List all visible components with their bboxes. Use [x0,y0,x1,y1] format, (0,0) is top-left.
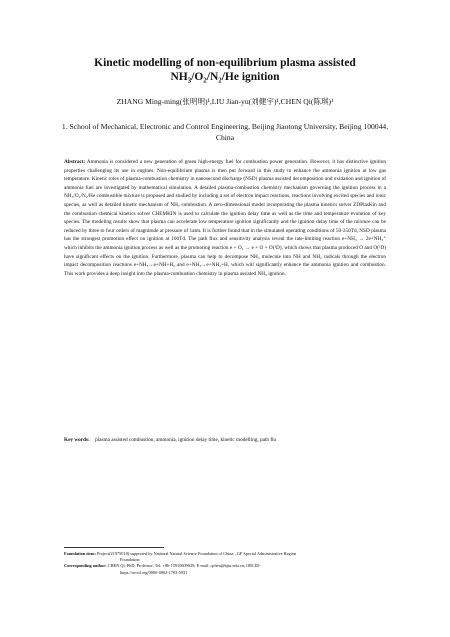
keywords-text: plasma assisted combustion, ammonia, ignition delay time, kinetic modelling, path flu [95,437,277,443]
abstract [64,158,386,278]
foundation-text: Project(21975018) supported by National Natural Science Foundation of China ; GF Special Administrative Region [96,551,297,556]
foundation-label: Foundation item: [64,551,96,556]
orcid-link[interactable]: https://orcid.org/0000-0002-1783-5931 [120,569,188,575]
title-line-1: Kinetic modelling of non-equilibrium plasma assisted [94,57,356,69]
footnotes [64,551,394,576]
affiliation: 1. School of Mechanical, Electronic and Control Engineering, Beijing Jiaotong University, Beijing 100044, China [61,122,389,142]
footnote-divider [64,547,164,548]
keywords-label: Key words: [64,437,90,443]
abstract-label: Abstract: [64,159,86,165]
paper-title [40,56,410,84]
title-line-2: NH₃/O₂/N₂/He ignition [170,71,280,83]
foundation-continuation: Foundation [120,557,140,563]
author-list: ZHANG Ming-ming(张明明)¹,LIU Jian-yu(刘健宇)¹,CHEN Qi(陈琪)¹ [116,97,334,106]
abstract-text: Ammonia is considered a new generation of green high-energy fuel for combustion power generation. However, it has distinctive ignition properties challenging its use in engines. Non-equilibrium plasma is then put forward in this study to enhance the ammonia ignition at low gas temperature. Kinetic roles of plasma-combustion chemistry in nanosecond discharge (NSD) plasma assisted decomposition and oxidation and ignition of ammonia fuel are investigated by mathematical simulation. A detailed plasma-combustion chemistry mechanism governing the ignition process in a NH₃/O₂/N₂/He combustible mixture is proposed and studied by including a set of electron impact reactions, reactions involving excited species and ionic species, as well as detailed kinetic mechanism of NH₃ combustion. A zero-dimensional model incorporating the plasma kinetics solver ZDPlasKin and the combustion chemical kinetics solver CHEMKIN is used to calculate the ignition delay time as well as the time and temperature evolution of key species. The modeling results show that plasma can accelerate low temperature ignition significantly and the ignition delay time of the mixture can be reduced by three to four orders of magnitude at pressure of 1atm. It is further found that in the simulated operating conditions of 50-250Td, NSD plasma has the strongest promotion effect on ignition at 100Td. The path flux and sensitivity analysis reveal the rate-limiting reaction e+NH₃ → 2e+NH₃⁺ which inhibits the ammonia ignition process as well as the promoting reaction e + O₂ → e + O + O(¹D), which shows that plasma produced O and O(¹D) have significant effects on the ignition. Furthermore, plasma can help to decompose NH₃ molecule into NH and NH₂ radicals through the electron impact decomposition reactions e+NH₃→e+NH+H₂ and e+NH₃→e+NH₂+H, which will significantly enhance the ammonia ignition and combustion. This work provides a deep insight into the plasma-combustion chemistry in plasma assisted NH₃ ignition. [64,159,386,277]
author-label: Corresponding author: [64,563,107,569]
author-text: CHEN Qi, PhD, Professor, Tel: +86-15910609029; E-mail: qchen@bjtu.edu.cn; ORCID: [107,563,261,569]
keywords [64,436,386,444]
